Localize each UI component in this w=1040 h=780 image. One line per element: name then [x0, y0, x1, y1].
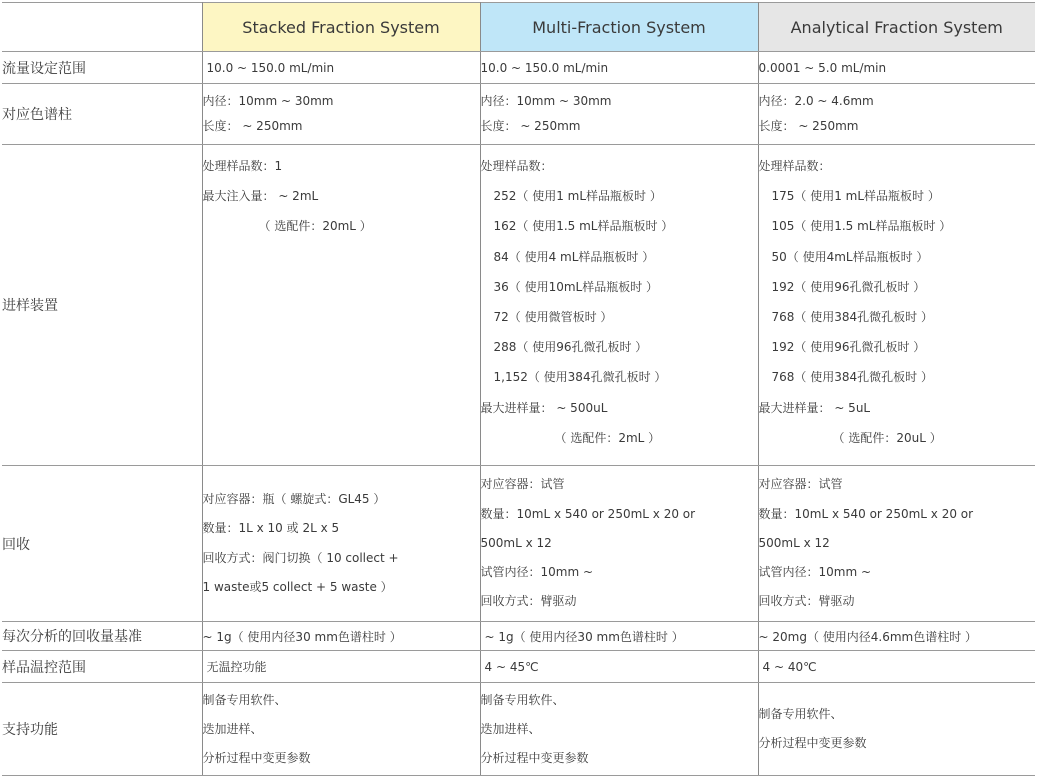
cell-text: 对应容器：瓶（ 螺旋式：GL45 ） [202, 491, 386, 506]
cell-text: 迭加进样、 [480, 721, 541, 736]
header-stacked-fraction-system: Stacked Fraction System [202, 3, 480, 52]
cell-text: 回收方式：阀门切换（ 10 collect + [202, 550, 399, 565]
cell-text: 10.0 ~ 150.0 mL/min [206, 60, 335, 75]
cell-text: 长度： ~ 250mm [202, 119, 303, 133]
cell-text: 分析过程中变更参数 [202, 750, 311, 765]
cell-stacked [202, 145, 480, 466]
cell-text: 4 ~ 45℃ [484, 659, 539, 674]
list-item: 162（ 使用1.5 mL样品瓶板时 ） [493, 219, 674, 234]
cell-text: 迭加进样、 [202, 721, 263, 736]
row-recovery-amount [2, 622, 1035, 651]
cell-text: 0.0001 ~ 5.0 mL/min [758, 60, 887, 75]
row-label: 每次分析的回收量基准 [2, 622, 202, 651]
cell-multi [480, 145, 758, 466]
cell-text: 最大注入量： ~ 2mL [202, 189, 319, 204]
list-item: 1,152（ 使用384孔微孔板时 ） [493, 370, 667, 385]
row-label: 回收 [2, 466, 202, 622]
cell-text: ~ 1g（ 使用内径30 mm色谱柱时 ） [202, 629, 402, 644]
cell-text: 500mL x 12 [480, 535, 552, 550]
cell-multi [480, 52, 758, 84]
cell-text: 制备专用软件、 [202, 692, 287, 707]
cell-text: （ 选配件：20mL ） [258, 219, 372, 234]
cell-analytical [758, 84, 1035, 145]
row-chromatography-column [2, 84, 1035, 145]
list-item: 105（ 使用1.5 mL样品瓶板时 ） [771, 219, 952, 234]
list-item: 175（ 使用1 mL样品瓶板时 ） [771, 189, 940, 204]
cell-text: 回收方式：臂驱动 [758, 594, 855, 609]
list-item: 192（ 使用96孔微孔板时 ） [771, 340, 926, 355]
cell-multi [480, 84, 758, 145]
list-item: 72（ 使用微管板时 ） [493, 310, 613, 325]
cell-text: 长度： ~ 250mm [758, 119, 859, 133]
cell-text: 分析过程中变更参数 [480, 750, 589, 765]
cell-text: 长度： ~ 250mm [480, 119, 581, 133]
row-supported-features [2, 683, 1035, 776]
cell-text: 分析过程中变更参数 [758, 736, 867, 750]
row-label: 样品温控范围 [2, 651, 202, 683]
list-item: 192（ 使用96孔微孔板时 ） [771, 279, 926, 294]
row-label: 支持功能 [2, 683, 202, 776]
cell-text: ~ 1g（ 使用内径30 mm色谱柱时 ） [484, 629, 684, 644]
cell-text: 最大进样量： ~ 500uL [480, 400, 608, 415]
cell-text: 试管内径：10mm ~ [480, 565, 594, 580]
cell-analytical [758, 52, 1035, 84]
list-item: 36（ 使用10mL样品瓶板时 ） [493, 279, 659, 294]
cell-text: （ 选配件：20uL ） [832, 430, 942, 445]
cell-stacked [202, 651, 480, 683]
cell-text: 对应容器：试管 [480, 477, 565, 492]
row-recovery [2, 466, 1035, 622]
cell-text: （ 选配件：2mL ） [554, 430, 661, 445]
header-analytical-fraction-system: Analytical Fraction System [758, 3, 1035, 52]
row-flow-range [2, 52, 1035, 84]
cell-text: 处理样品数：1 [202, 159, 283, 173]
cell-multi [480, 683, 758, 776]
cell-text: 内径：10mm ~ 30mm [202, 94, 334, 108]
cell-text: 回收方式：臂驱动 [480, 594, 577, 609]
list-item: 252（ 使用1 mL样品瓶板时 ） [493, 189, 662, 204]
cell-text: 数量：1L x 10 或 2L x 5 [202, 521, 340, 536]
list-item: 768（ 使用384孔微孔板时 ） [771, 310, 933, 325]
cell-text: 处理样品数： [480, 159, 553, 173]
cell-text: 500mL x 12 [758, 535, 830, 550]
header-blank-cell [2, 3, 202, 52]
list-item: 768（ 使用384孔微孔板时 ） [771, 370, 933, 385]
cell-analytical [758, 622, 1035, 651]
header-multi-fraction-system: Multi-Fraction System [480, 3, 758, 52]
spec-comparison-table [2, 2, 1035, 776]
list-item: 288（ 使用96孔微孔板时 ） [493, 340, 648, 355]
cell-text: 制备专用软件、 [758, 707, 843, 721]
cell-text: 内径：10mm ~ 30mm [480, 94, 612, 108]
cell-analytical [758, 683, 1035, 776]
cell-stacked [202, 52, 480, 84]
cell-text: 10.0 ~ 150.0 mL/min [480, 60, 609, 75]
cell-text: ~ 20mg（ 使用内径4.6mm色谱柱时 ） [758, 629, 978, 644]
cell-text: 内径：2.0 ~ 4.6mm [758, 94, 874, 108]
cell-stacked [202, 466, 480, 622]
cell-stacked [202, 683, 480, 776]
cell-text: 数量：10mL x 540 or 250mL x 20 or [480, 506, 696, 521]
row-label: 流量设定范围 [2, 52, 202, 84]
list-item: 84（ 使用4 mL样品瓶板时 ） [493, 249, 655, 264]
cell-analytical [758, 651, 1035, 683]
cell-text: 数量：10mL x 540 or 250mL x 20 or [758, 506, 974, 521]
cell-text: 1 waste或5 collect + 5 waste ） [202, 579, 393, 594]
list-item: 50（ 使用4mL样品瓶板时 ） [771, 249, 929, 264]
cell-text: 无温控功能 [206, 660, 267, 674]
cell-text: 处理样品数： [758, 159, 831, 173]
cell-text: 对应容器：试管 [758, 477, 843, 492]
cell-analytical [758, 145, 1035, 466]
row-injection-device [2, 145, 1035, 466]
cell-stacked [202, 622, 480, 651]
row-sample-temperature [2, 651, 1035, 683]
cell-multi [480, 651, 758, 683]
cell-text: 4 ~ 40℃ [762, 659, 817, 674]
row-label: 对应色谱柱 [2, 84, 202, 145]
header-row [2, 3, 1035, 52]
cell-text: 制备专用软件、 [480, 692, 565, 707]
cell-multi [480, 622, 758, 651]
cell-text: 试管内径：10mm ~ [758, 565, 872, 580]
cell-analytical [758, 466, 1035, 622]
cell-text: 最大进样量： ~ 5uL [758, 400, 871, 415]
row-label: 进样装置 [2, 145, 202, 466]
cell-stacked [202, 84, 480, 145]
cell-multi [480, 466, 758, 622]
